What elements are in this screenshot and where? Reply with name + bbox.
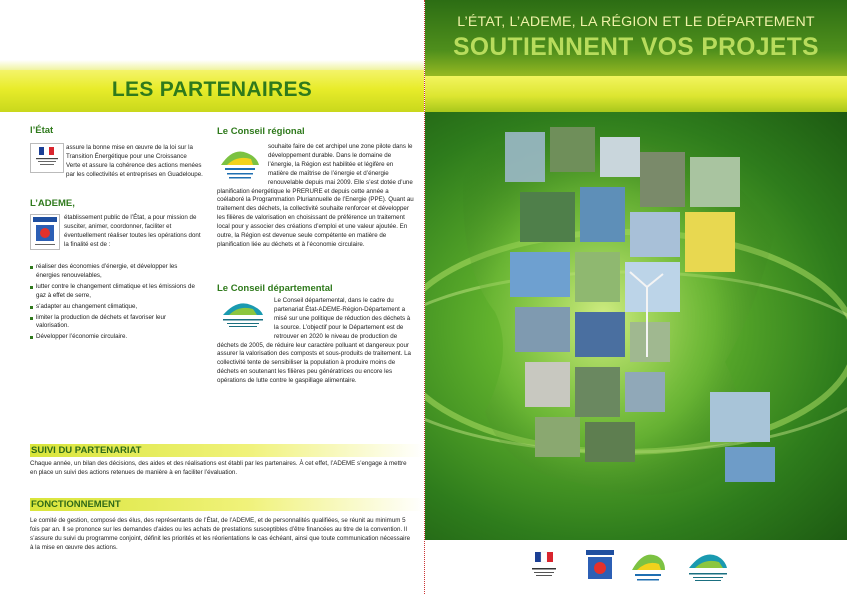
- cover-tagline-band: [425, 76, 847, 112]
- region-text-body: souhaite faire de cet archipel une zone pilote dans le développement durable. Dans le domaine de l’énergie, la Région est habilitée et légifère en matière de maîtrise de l’énergie et d’énergie renouvelable depuis mai 2009. Elle s’est dotée d’une planification énergétique le PRERURE et depuis cette année a coélaboré la Programmation Pluriannuelle de l’Energie (PPE). Quant au traitement des déchets, la collectivité souhaite renforcer et développer les filières de valorisation en choisissant de préférence un traitement local pour y associer des créations d’emploi et une valeur ajoutée. En outre, la Région est devenue seule compétente en matière de planification liée au déchets et à l’économie circulaire.: [217, 143, 414, 248]
- region-logo: [217, 143, 265, 185]
- ademe-text: établissement public de l’État, a pour mission de susciter, animer, coordonner, faciliter et éventuellement réaliser toutes les opérations dont la finalité est de :: [64, 214, 201, 248]
- prefet-logo: [529, 548, 559, 593]
- etat-text: assure la bonne mise en œuvre de la loi sur la Transition Énergétique pour une Croissance Verte et assure la cohérence des actions menées par les collectivités et entreprises en Guadeloupe.: [66, 144, 203, 178]
- list-item: limiter la production de déchets et favoriser leur valorisation.: [30, 314, 200, 332]
- cover-title: SOUTIENNENT VOS PROJETS: [453, 34, 819, 61]
- partners-header-band: [0, 70, 424, 112]
- etat-title: l’État: [30, 125, 54, 136]
- list-item: lutter contre le changement climatique et les émissions de gaz à effet de serre,: [30, 283, 200, 301]
- cover-page: [425, 0, 847, 594]
- dept-text-body: Le Conseil départemental, dans le cadre du partenariat État-ADEME-Région-Département a misé sur une politique de réduction des déchets à la source. L’objectif pour le Département est de retrouver en 2020 le niveau de production de déchets de 2005, de réduire leur caractère polluant et dangereux pour assurer la valorisation des composts et sous-produits de traitement. La collectivité tente de sensibiliser la population à produire moins de déchets en soutenant les filières peu génératrices ou encore les opérations de lutte contre le gaspillage alimentaire.: [217, 297, 411, 385]
- dept-logo: [685, 548, 731, 593]
- ademe-logo: [583, 548, 617, 593]
- fonctionnement-title: FONCTIONNEMENT: [31, 499, 121, 510]
- dept-text: [217, 297, 415, 386]
- partners-title: LES PARTENAIRES: [111, 78, 313, 101]
- suivi-title: SUIVI DU PARTENARIAT: [31, 445, 142, 456]
- dept-logo: [217, 297, 271, 333]
- region-text: [217, 143, 415, 250]
- list-item: réaliser des économies d’énergie, et développer les énergies renouvelables,: [30, 263, 200, 281]
- cover-illustration: [425, 112, 847, 542]
- cover-subtitle: L’ÉTAT, L’ADEME, LA RÉGION ET LE DÉPARTEMENT: [457, 14, 815, 30]
- list-item: Développer l’économie circulaire.: [30, 333, 200, 342]
- prefet-logo: [30, 143, 64, 173]
- dept-title: Le Conseil départemental: [217, 283, 333, 294]
- fonctionnement-text: Le comité de gestion, composé des élus, des représentants de l’État, de l’ADEME, et de personnalités qualifiées, se réunit au minimum 5 fois par an. Il se prononce sur les demandes d’aides ou les achats de prestations susceptibles d’être financées au titre de la convention. Il s’assure du suivi du programme conjoint, définit les priorités et les réorientations le cas échéant, ainsi que toute communication nécessaire à la mise en œuvre des actions.: [30, 517, 411, 551]
- photo-mosaic-island: [425, 112, 847, 542]
- region-logo: [629, 548, 667, 593]
- ademe-title: L’ADEME,: [30, 198, 75, 209]
- region-title: Le Conseil régional: [217, 126, 305, 137]
- list-item: s’adapter au changement climatique,: [30, 303, 200, 312]
- print-mark: [409, 482, 415, 518]
- suivi-text: Chaque année, un bilan des décisions, des aides et des réalisations est établi par les partenaires. À cet effet, l’ADEME s’engage à mettre en place un suivi des actions retenues de manière à en faciliter l’évaluation.: [30, 460, 407, 476]
- fonctionnement-band: [30, 498, 424, 511]
- suivi-band: [30, 444, 424, 457]
- ademe-missions-list: [30, 263, 200, 344]
- partner-logos-row: [425, 548, 847, 592]
- ademe-logo: [30, 214, 60, 250]
